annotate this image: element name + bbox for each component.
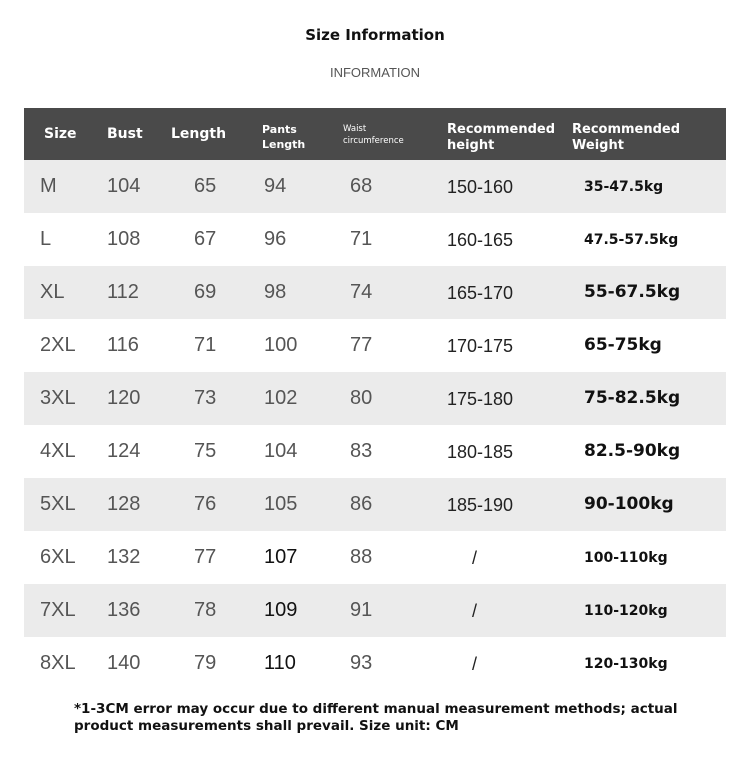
- table-row: [24, 584, 726, 637]
- header-length: Length: [171, 126, 227, 142]
- cell-waist: 88: [350, 546, 373, 568]
- cell-height: 170-175: [447, 336, 514, 356]
- cell-pants: 94: [264, 175, 287, 197]
- header-height-line2: height: [447, 138, 495, 153]
- table-row: [24, 160, 726, 213]
- cell-size: 5XL: [40, 493, 76, 515]
- table-row: [24, 425, 726, 478]
- cell-length: 79: [194, 652, 217, 674]
- cell-pants: 107: [264, 546, 298, 568]
- table-row: [24, 478, 726, 531]
- cell-pants: 98: [264, 281, 287, 303]
- header-waist-line2: circumference: [343, 136, 404, 146]
- cell-bust: 116: [107, 334, 139, 356]
- cell-height: /: [472, 654, 478, 674]
- cell-weight: 90-100kg: [584, 494, 674, 514]
- header-waist-line1: Waist: [343, 124, 367, 134]
- cell-length: 73: [194, 387, 217, 409]
- table-row: [24, 213, 726, 266]
- cell-height: /: [472, 601, 478, 621]
- cell-height: 180-185: [447, 442, 514, 462]
- cell-pants: 104: [264, 440, 298, 462]
- cell-bust: 124: [107, 440, 141, 462]
- cell-length: 77: [194, 546, 217, 568]
- header-waist: [343, 123, 404, 147]
- cell-weight: 100-110kg: [584, 550, 668, 566]
- cell-height: /: [472, 548, 478, 568]
- cell-size: 6XL: [40, 546, 76, 568]
- cell-height: 175-180: [447, 389, 514, 409]
- cell-size: M: [40, 175, 57, 197]
- cell-weight: 110-120kg: [584, 603, 668, 619]
- table-row: [24, 266, 726, 319]
- cell-waist: 74: [350, 281, 373, 303]
- table-row: [24, 372, 726, 425]
- cell-length: 78: [194, 599, 217, 621]
- cell-length: 71: [194, 334, 217, 356]
- cell-size: 3XL: [40, 387, 76, 409]
- cell-height: 150-160: [447, 177, 514, 197]
- cell-waist: 71: [350, 228, 373, 250]
- cell-pants: 100: [264, 334, 298, 356]
- cell-waist: 93: [350, 652, 373, 674]
- cell-pants: 110: [264, 652, 296, 674]
- cell-waist: 80: [350, 387, 373, 409]
- cell-pants: 96: [264, 228, 287, 250]
- measurement-note: *1-3CM error may occur due to different manual measurement methods; actual product measurements shall prevail. Size unit: CM: [74, 701, 678, 734]
- cell-size: XL: [40, 281, 65, 303]
- cell-size: 2XL: [40, 334, 76, 356]
- table-body: [24, 160, 726, 690]
- header-weight-line1: Recommended: [572, 122, 681, 137]
- header-bust: Bust: [107, 126, 143, 142]
- cell-length: 75: [194, 440, 217, 462]
- header-size: Size: [44, 126, 77, 142]
- page-subtitle: INFORMATION: [329, 65, 421, 80]
- header-weight: [572, 122, 680, 154]
- table-row: [24, 637, 726, 690]
- cell-bust: 104: [107, 175, 141, 197]
- cell-size: 8XL: [40, 652, 76, 674]
- header-pants-length: [262, 122, 305, 152]
- cell-size: 7XL: [40, 599, 76, 621]
- table-row: [24, 531, 726, 584]
- table-row: [24, 319, 726, 372]
- header-pants-line2: Length: [262, 138, 306, 151]
- cell-bust: 112: [107, 281, 139, 303]
- cell-weight: 120-130kg: [584, 656, 668, 672]
- cell-waist: 91: [350, 599, 373, 621]
- cell-weight: 35-47.5kg: [584, 179, 664, 195]
- header-pants-line1: Pants: [262, 123, 297, 136]
- cell-bust: 136: [107, 599, 141, 621]
- cell-bust: 120: [107, 387, 141, 409]
- cell-pants: 102: [264, 387, 298, 409]
- cell-height: 160-165: [447, 230, 514, 250]
- cell-bust: 128: [107, 493, 141, 515]
- cell-length: 76: [194, 493, 217, 515]
- cell-size: L: [40, 228, 52, 250]
- cell-waist: 68: [350, 175, 373, 197]
- cell-length: 69: [194, 281, 217, 303]
- cell-bust: 132: [107, 546, 141, 568]
- size-table: [24, 108, 726, 690]
- cell-weight: 65-75kg: [584, 335, 662, 355]
- page-title: Size Information: [305, 26, 445, 44]
- table-header: [24, 108, 726, 160]
- cell-length: 67: [194, 228, 217, 250]
- header-weight-line2: Weight: [572, 138, 624, 153]
- cell-pants: 105: [264, 493, 298, 515]
- cell-pants: 109: [264, 599, 298, 621]
- cell-waist: 77: [350, 334, 373, 356]
- cell-weight: 55-67.5kg: [584, 282, 681, 302]
- header-height-line1: Recommended: [447, 122, 556, 137]
- cell-weight: 75-82.5kg: [584, 388, 681, 408]
- cell-height: 185-190: [447, 495, 514, 515]
- cell-waist: 83: [350, 440, 373, 462]
- cell-weight: 82.5-90kg: [584, 441, 681, 461]
- cell-bust: 140: [107, 652, 141, 674]
- cell-height: 165-170: [447, 283, 514, 303]
- header-height: [447, 122, 555, 154]
- cell-size: 4XL: [40, 440, 76, 462]
- cell-waist: 86: [350, 493, 373, 515]
- cell-bust: 108: [107, 228, 141, 250]
- cell-length: 65: [194, 175, 217, 197]
- cell-weight: 47.5-57.5kg: [584, 232, 679, 248]
